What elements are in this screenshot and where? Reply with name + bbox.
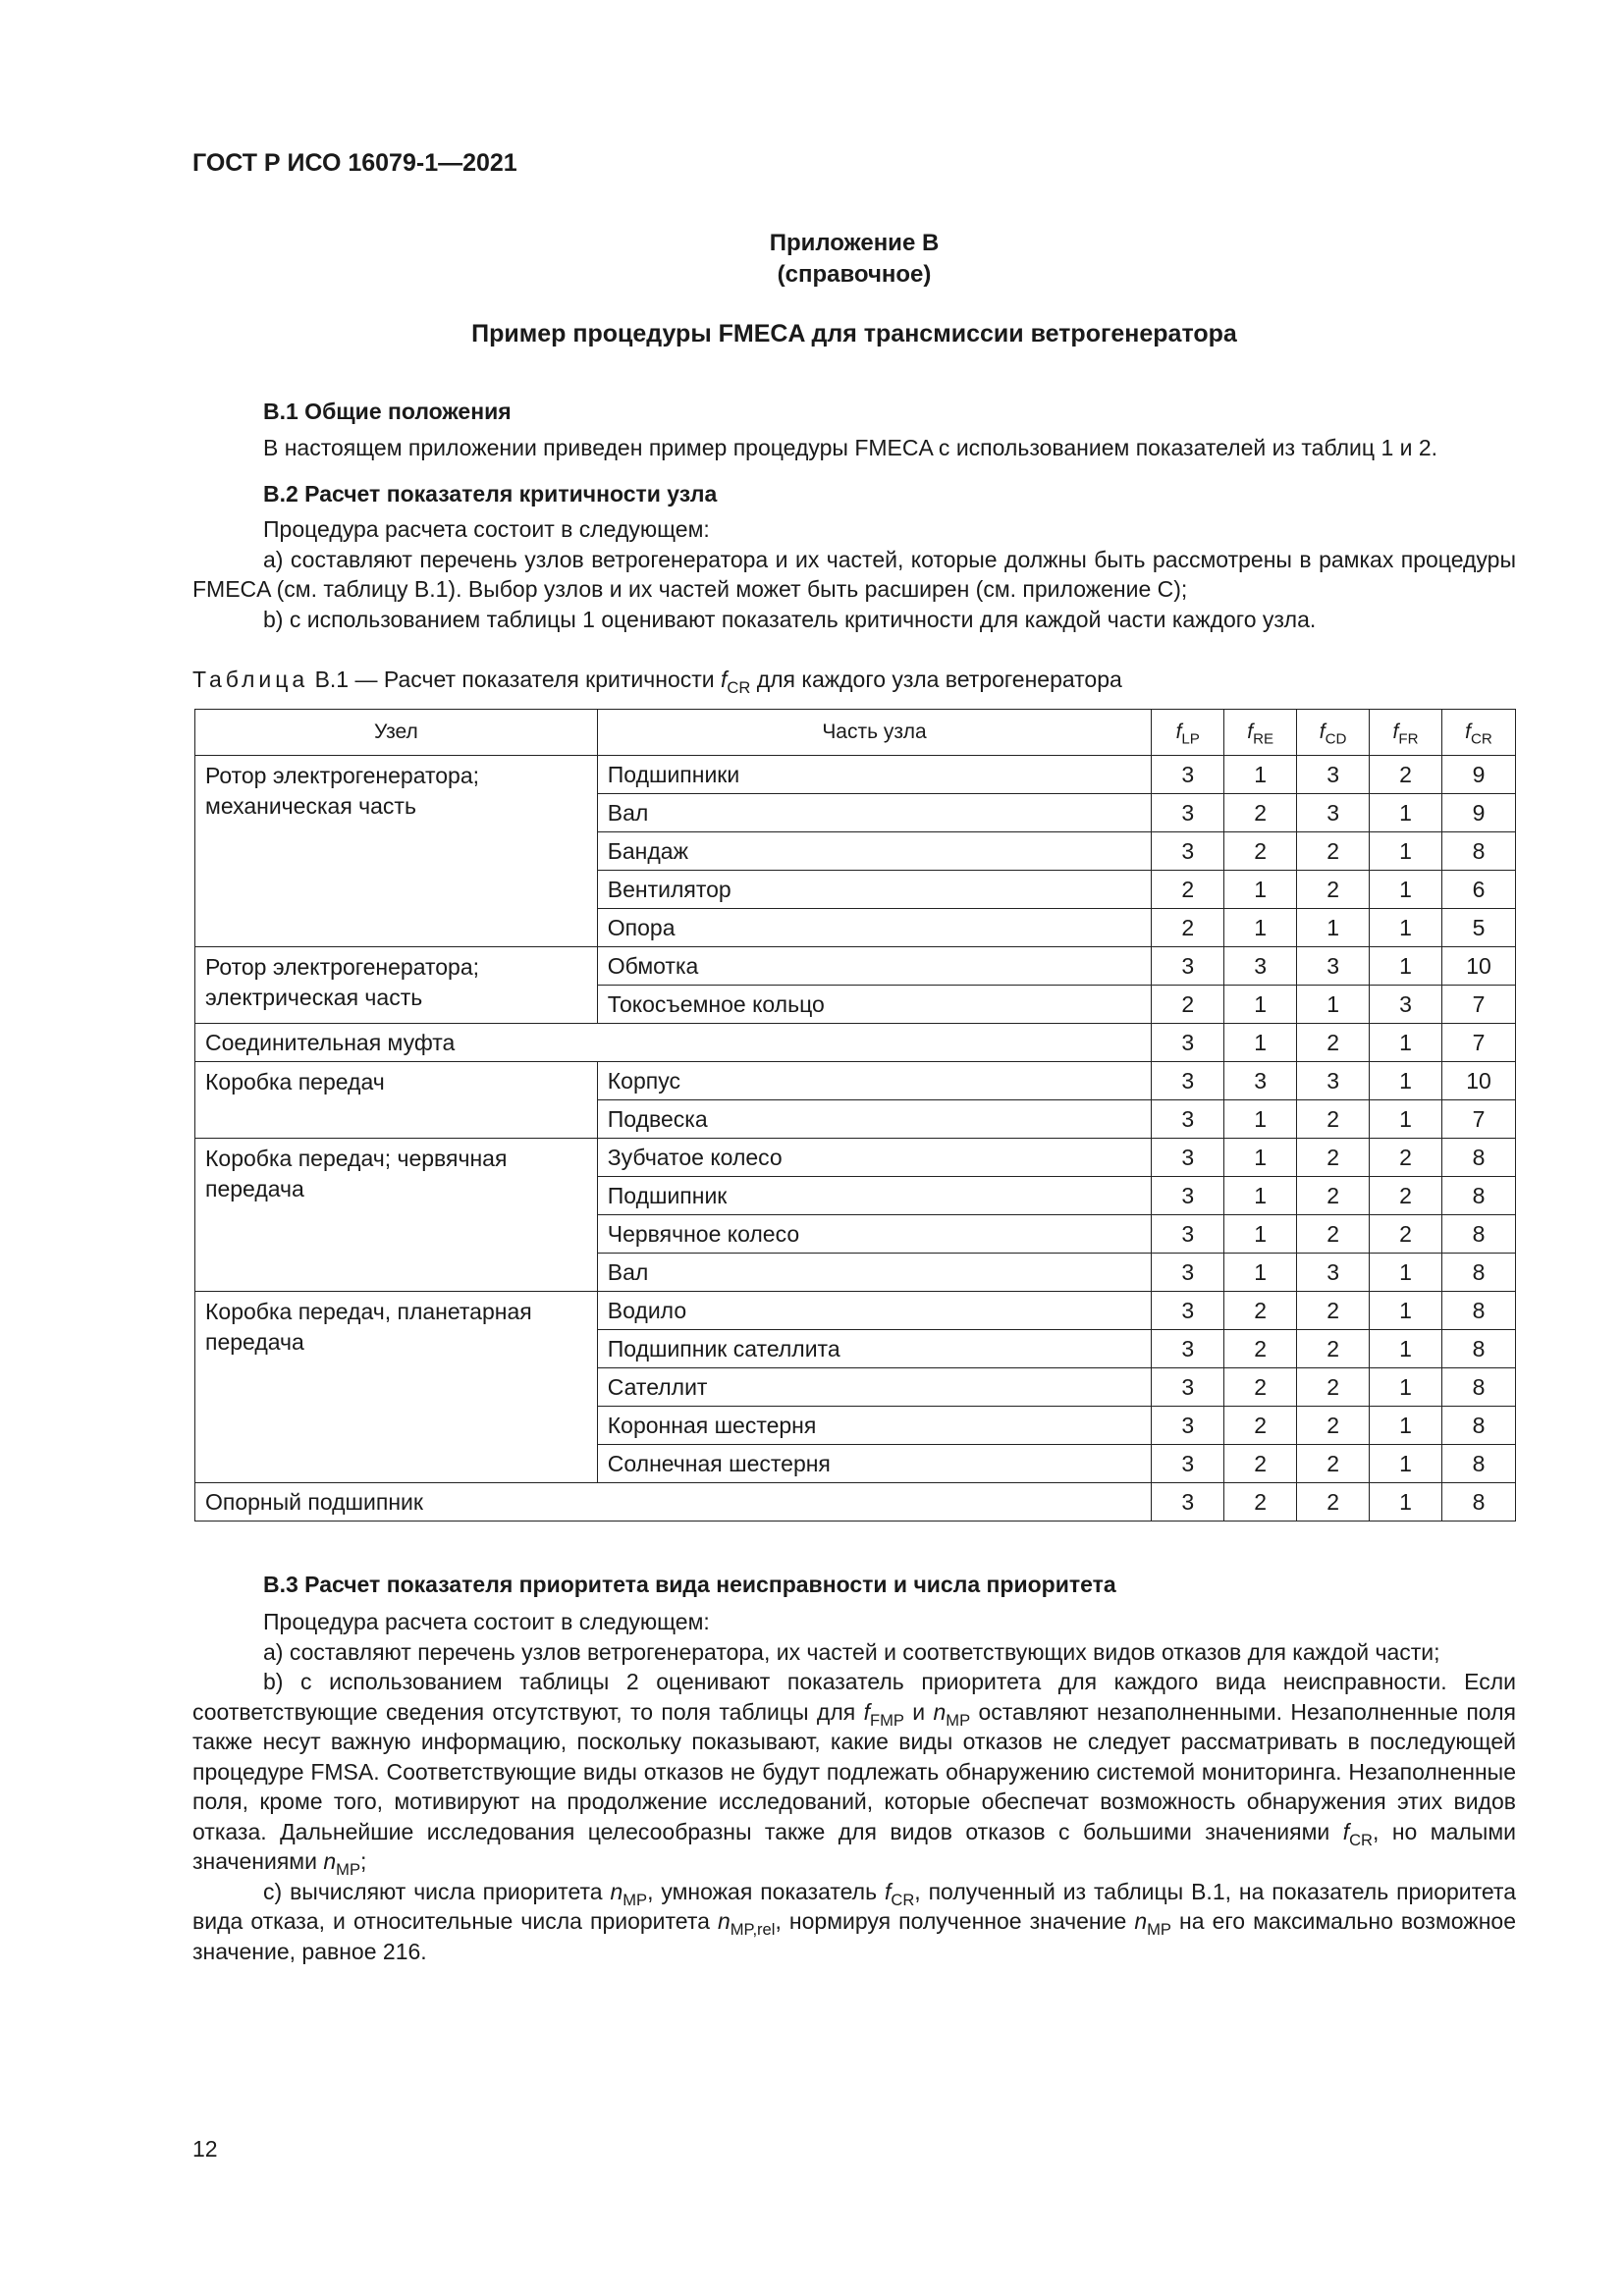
f-cd-value: 2 [1297,1445,1370,1483]
f-re-value: 2 [1224,1292,1297,1330]
f-lp-value: 3 [1152,794,1224,832]
f-lp-value: 3 [1152,1177,1224,1215]
f-lp-value: 2 [1152,986,1224,1024]
col-header-part: Часть узла [597,710,1152,756]
f-cd-value: 2 [1297,871,1370,909]
f-re-value: 1 [1224,909,1297,947]
f-re-value: 2 [1224,1445,1297,1483]
f-lp-value: 3 [1152,1407,1224,1445]
f-fr-value: 1 [1370,1024,1442,1062]
f-cd-value: 2 [1297,1139,1370,1177]
f-cr-value: 5 [1442,909,1516,947]
node-cell: Ротор электрогенератора; механическая часть [195,756,598,947]
f-lp-value: 3 [1152,1024,1224,1062]
f-cr-value: 8 [1442,1407,1516,1445]
f-lp-value: 3 [1152,1445,1224,1483]
f-cd-value: 2 [1297,832,1370,871]
section-b3-item-b: b) с использованием таблицы 2 оценивают показатель приоритета для каждого вида неисправности. Если соответствующие сведения отсутствуют, то поля таблицы для $f_{FMP}$ и $n_{MP}$ оставляют незаполненными. Незаполненные поля также несут важную информацию, поскольку показывают, какие виды отказов не следует рассматривать в последующей процедуре FMSA. Соответствующие виды отказов не будут подлежать обнаружению системой мониторинга. Незаполненные поля, кроме того, мотивируют на продолжение исследований, которые обеспечат возможность обнаружения этих видов отказа. Дальнейшие исследования целесообразны также для видов отказов с большими значениями $f_{CR}$, но малыми значениями $n_{MP}$; [192,1669,1516,1879]
f-cr-value: 6 [1442,871,1516,909]
f-fr-value: 2 [1370,1177,1442,1215]
f-cd-value: 2 [1297,1177,1370,1215]
part-cell: Червячное колесо [597,1215,1152,1254]
f-cd-value: 2 [1297,1292,1370,1330]
f-fr-value: 1 [1370,1254,1442,1292]
f-cr-value: 10 [1442,947,1516,986]
table-row [195,1062,1516,1100]
part-cell: Подшипники [597,756,1152,794]
appendix-title [192,228,1516,291]
section-b2-body [192,514,1516,634]
part-cell: Подшипник [597,1177,1152,1215]
col-header-f-lp: $f_{LP}$ [1152,710,1224,756]
f-cd-value: 2 [1297,1024,1370,1062]
part-cell: Корпус [597,1062,1152,1100]
f-fr-value: 1 [1370,871,1442,909]
criticality-table [194,709,1516,1522]
f-fr-value: 1 [1370,1292,1442,1330]
f-cr-value: 8 [1442,1254,1516,1292]
f-cr-value: 9 [1442,794,1516,832]
node-cell: Коробка передач, планетарная передача [195,1292,598,1483]
f-re-value: 3 [1224,1062,1297,1100]
f-lp-value: 3 [1152,1215,1224,1254]
f-cd-value: 2 [1297,1215,1370,1254]
part-cell: Опора [597,909,1152,947]
f-fr-value: 1 [1370,909,1442,947]
f-cr-value: 10 [1442,1062,1516,1100]
f-lp-value: 3 [1152,1139,1224,1177]
f-re-value: 1 [1224,1215,1297,1254]
f-re-value: 2 [1224,1483,1297,1522]
f-cr-value: 7 [1442,1100,1516,1139]
col-header-f-re: $f_{RE}$ [1224,710,1297,756]
section-b3-body [192,1607,1516,1966]
f-lp-value: 3 [1152,756,1224,794]
table-caption-number: В.1 [314,667,350,692]
f-re-value: 1 [1224,1177,1297,1215]
part-cell: Сателлит [597,1368,1152,1407]
table-header-row [195,710,1516,756]
part-cell: Солнечная шестерня [597,1445,1152,1483]
col-header-f-cr: $f_{CR}$ [1442,710,1516,756]
f-fr-value: 2 [1370,756,1442,794]
node-cell: Соединительная муфта [195,1024,1152,1062]
f-cd-value: 1 [1297,986,1370,1024]
f-lp-value: 3 [1152,947,1224,986]
f-cd-value: 2 [1297,1330,1370,1368]
part-cell: Вал [597,794,1152,832]
f-cr-value: 8 [1442,1177,1516,1215]
table-caption-label: Таблица [192,667,309,692]
f-cd-value: 3 [1297,1062,1370,1100]
f-re-value: 1 [1224,756,1297,794]
f-cr-value: 8 [1442,1215,1516,1254]
section-b2-heading: В.2 Расчет показателя критичности узла [263,481,718,507]
table-caption [192,667,1122,697]
part-cell: Вал [597,1254,1152,1292]
f-fr-value: 1 [1370,1100,1442,1139]
f-cr-value: 7 [1442,986,1516,1024]
f-re-value: 1 [1224,1024,1297,1062]
f-fr-value: 1 [1370,832,1442,871]
f-lp-value: 3 [1152,832,1224,871]
table-row [195,756,1516,794]
section-b1-heading: В.1 Общие положения [263,399,512,424]
part-cell: Вентилятор [597,871,1152,909]
f-lp-value: 3 [1152,1483,1224,1522]
f-re-value: 2 [1224,1330,1297,1368]
section-b3-heading: В.3 Расчет показателя приоритета вида неисправности и числа приоритета [263,1572,1116,1597]
node-cell: Опорный подшипник [195,1483,1152,1522]
f-cd-value: 3 [1297,756,1370,794]
table-caption-text-end: для каждого узла ветрогенератора [750,667,1122,692]
f-cr-value: 8 [1442,1330,1516,1368]
f-fr-value: 1 [1370,1445,1442,1483]
f-cr-value: 8 [1442,1292,1516,1330]
part-cell: Бандаж [597,832,1152,871]
f-lp-value: 3 [1152,1254,1224,1292]
f-re-value: 2 [1224,832,1297,871]
f-fr-value: 1 [1370,1407,1442,1445]
node-cell: Коробка передач [195,1062,598,1139]
section-b3-intro: Процедура расчета состоит в следующем: [263,1609,710,1634]
table-caption-subscript: CR [727,677,751,697]
f-re-value: 1 [1224,871,1297,909]
f-fr-value: 2 [1370,1215,1442,1254]
f-cr-value: 9 [1442,756,1516,794]
f-lp-value: 3 [1152,1368,1224,1407]
part-cell: Коронная шестерня [597,1407,1152,1445]
document-code: ГОСТ Р ИСО 16079-1—2021 [192,149,517,177]
table-caption-symbol: f [721,667,728,692]
f-re-value: 3 [1224,947,1297,986]
f-re-value: 1 [1224,986,1297,1024]
table-body [195,756,1516,1522]
col-header-f-fr: $f_{FR}$ [1370,710,1442,756]
f-re-value: 1 [1224,1139,1297,1177]
f-fr-value: 1 [1370,947,1442,986]
appendix-type: (справочное) [777,261,932,288]
f-lp-value: 3 [1152,1062,1224,1100]
f-cr-value: 8 [1442,1139,1516,1177]
part-cell: Обмотка [597,947,1152,986]
f-lp-value: 3 [1152,1100,1224,1139]
table-caption-text: — Расчет показателя критичности [349,667,722,692]
section-b2-item-a: а) составляют перечень узлов ветрогенератора и их частей, которые должны быть рассмотрены в рамках процедуры FMECA (см. таблицу В.1). Выбор узлов и их частей может быть расширен (см. приложение С); [192,546,1516,602]
f-fr-value: 1 [1370,1483,1442,1522]
f-fr-value: 2 [1370,1139,1442,1177]
f-cd-value: 2 [1297,1407,1370,1445]
f-cd-value: 3 [1297,1254,1370,1292]
f-lp-value: 2 [1152,909,1224,947]
f-fr-value: 1 [1370,1368,1442,1407]
part-cell: Подвеска [597,1100,1152,1139]
part-cell: Токосъемное кольцо [597,986,1152,1024]
f-re-value: 2 [1224,794,1297,832]
part-cell: Водило [597,1292,1152,1330]
f-re-value: 2 [1224,1368,1297,1407]
table-row [195,1139,1516,1177]
table-row [195,1292,1516,1330]
part-cell: Подшипник сателлита [597,1330,1152,1368]
f-cd-value: 3 [1297,947,1370,986]
f-fr-value: 1 [1370,794,1442,832]
f-cr-value: 7 [1442,1024,1516,1062]
f-cd-value: 1 [1297,909,1370,947]
node-cell: Ротор электрогенератора; электрическая часть [195,947,598,1024]
section-b1-text: В настоящем приложении приведен пример процедуры FMECA с использованием показателей из таблиц 1 и 2. [263,435,1438,460]
f-cd-value: 2 [1297,1483,1370,1522]
f-cd-value: 2 [1297,1100,1370,1139]
f-re-value: 2 [1224,1407,1297,1445]
f-cr-value: 8 [1442,1445,1516,1483]
f-lp-value: 2 [1152,871,1224,909]
section-b3-item-c: с) вычисляют числа приоритета $n_{MP}$, умножая показатель $f_{CR}$, полученный из таблицы В.1, на показатель приоритета вида отказа, и относительные числа приоритета $n_{MP,rel}$, нормируя полученное значение $n_{MP}$ на его максимально возможное значение, равное 216. [192,1878,1516,1964]
f-lp-value: 3 [1152,1330,1224,1368]
f-fr-value: 1 [1370,1330,1442,1368]
f-fr-value: 1 [1370,1062,1442,1100]
f-cd-value: 2 [1297,1368,1370,1407]
part-cell: Зубчатое колесо [597,1139,1152,1177]
col-header-f-cd: $f_{CD}$ [1297,710,1370,756]
col-header-node: Узел [195,710,598,756]
table-row [195,1483,1516,1522]
f-fr-value: 3 [1370,986,1442,1024]
f-re-value: 1 [1224,1100,1297,1139]
f-cr-value: 8 [1442,1483,1516,1522]
appendix-heading: Пример процедуры FMECA для трансмиссии ветрогенератора [471,320,1237,347]
section-b2-item-b: b) с использованием таблицы 1 оценивают показатель критичности для каждой части каждого узла. [263,606,1317,632]
f-re-value: 1 [1224,1254,1297,1292]
f-lp-value: 3 [1152,1292,1224,1330]
table-row [195,1024,1516,1062]
f-cr-value: 8 [1442,1368,1516,1407]
section-b2-intro: Процедура расчета состоит в следующем: [263,516,710,542]
node-cell: Коробка передач; червячная передача [195,1139,598,1292]
f-cd-value: 3 [1297,794,1370,832]
appendix-label: Приложение В [769,230,940,256]
table-row [195,947,1516,986]
section-b3-item-a: а) составляют перечень узлов ветрогенератора, их частей и соответствующих видов отказов для каждой части; [263,1638,1440,1665]
f-cr-value: 8 [1442,832,1516,871]
page-number: 12 [192,2136,218,2162]
